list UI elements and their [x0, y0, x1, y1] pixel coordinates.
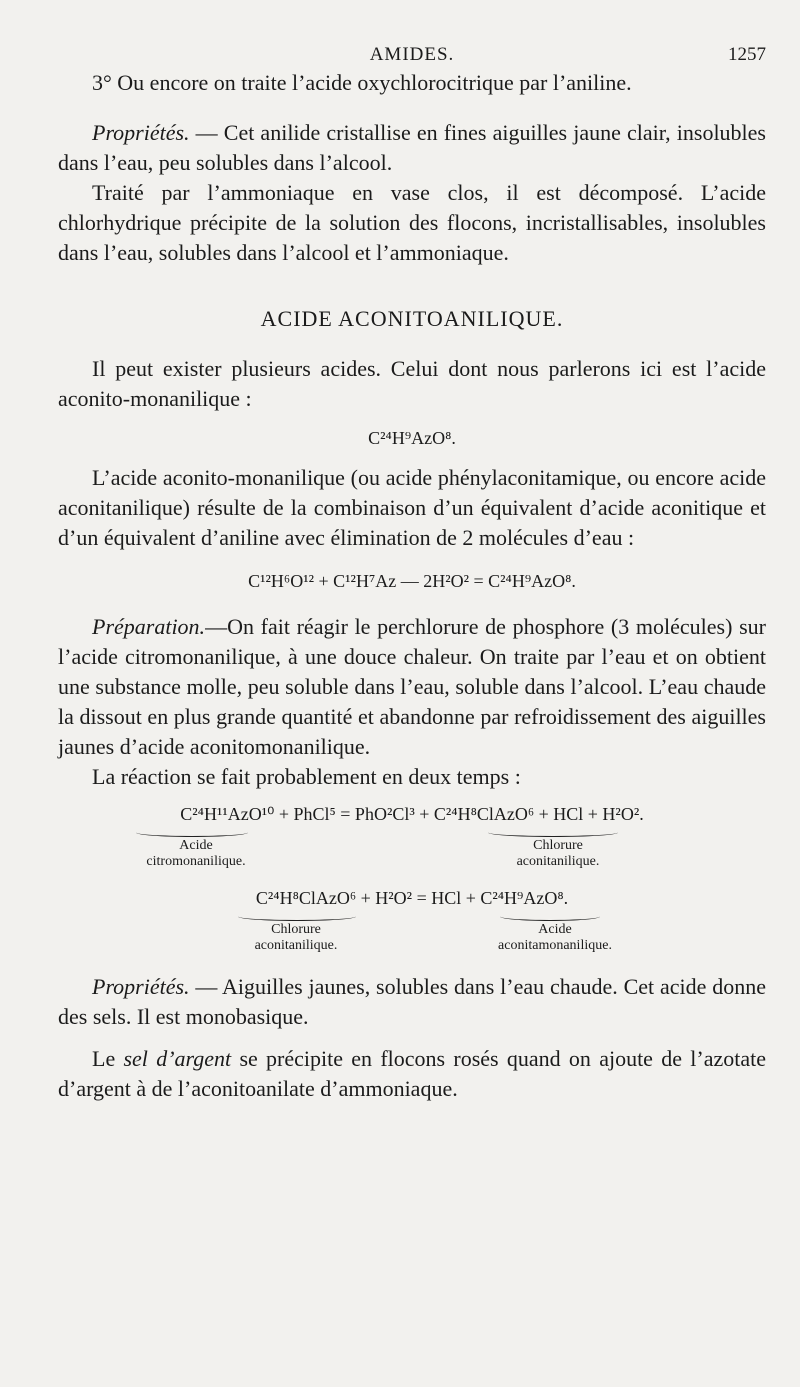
silver-label: sel d’argent — [123, 1046, 232, 1071]
reaction-intro: La réaction se fait probablement en deux temps : — [92, 764, 521, 789]
acids-paragraph: Il peut exister plusieurs acides. Celui dont nous parlerons ici est l’acide aconito-monanilique : — [58, 356, 766, 411]
reaction-1-left-caption: Acide citromonanilique. — [146, 838, 246, 869]
section-heading: ACIDE ACONITOANILIQUE. — [260, 306, 564, 331]
reaction-2-left-brace — [238, 912, 356, 921]
reaction-1-right-caption: Chlorure aconitanilique. — [516, 838, 600, 869]
origin-paragraph: L’acide aconito-monanilique (ou acide phénylaconitamique, ou encore acide aconitanilique) résulte de la combinaison d’un équivalent d’acide aconitique et d’un équivalent d’aniline avec élimination de 2 molécules d’eau : — [58, 465, 766, 550]
reaction-2-right-brace — [500, 912, 600, 921]
reaction-2-left-caption: Chlorure aconitanilique. — [254, 922, 338, 953]
treatment-paragraph: Traité par l’ammoniaque en vase clos, il est décomposé. L’acide chlorhydrique précipite de la solution des flocons, incristallisables, insolubles dans l’eau, solubles dans l’alcool et l’ammoniaque. — [58, 180, 766, 265]
silver-prefix: Le — [92, 1046, 124, 1071]
reaction-1-left-brace — [136, 828, 248, 837]
preparation-label: Préparation. — [92, 614, 206, 639]
silver-text: se précipite en flocons rosés quand on ajoute de l’azotate d’argent à de l’aconitoanilate d’ammoniaque. — [58, 1046, 766, 1101]
properties2-paragraph — [58, 972, 766, 1032]
properties-paragraph — [58, 118, 766, 178]
running-title: AMIDES. — [369, 44, 455, 65]
page-number: 1257 — [728, 44, 766, 65]
formula-synthesis: C¹²H⁶O¹² + C¹²H⁷Az — 2H²O² = C²⁴H⁹AzO⁸. — [248, 571, 576, 591]
properties-label: Propriétés. — [92, 120, 190, 145]
reaction-1 — [58, 804, 766, 876]
page — [58, 40, 766, 1104]
reaction-2 — [58, 888, 766, 960]
preparation-text: —On fait réagir le perchlorure de phosphore (3 molécules) sur l’acide citromonanilique, à une douce chaleur. On traite par l’eau et on obtient une substance molle, peu soluble dans l’eau, soluble dans l’alcool. L’eau chaude la dissout en plus grande quantité et abandonne par refroidissement des aiguilles jaunes d’acide aconitomonanilique. — [58, 614, 766, 759]
intro-line: 3° Ou encore on traite l’acide oxychlorocitrique par l’aniline. — [92, 70, 632, 95]
running-head — [58, 40, 766, 68]
properties2-text: — Aiguilles jaunes, solubles dans l’eau chaude. Cet acide donne des sels. Il est monobasique. — [58, 974, 766, 1029]
reaction-1-right-brace — [488, 828, 618, 837]
reaction-1-equation: C²⁴H¹¹AzO¹⁰ + PhCl⁵ = PhO²Cl³ + C²⁴H⁸ClAzO⁶ + HCl + H²O². — [180, 804, 644, 824]
silver-paragraph — [58, 1044, 766, 1104]
reaction-2-right-caption: Acide aconitamonanilique. — [498, 922, 612, 953]
properties2-label: Propriétés. — [92, 974, 190, 999]
properties-text: — Cet anilide cristallise en fines aiguilles jaune clair, insolubles dans l’eau, peu solubles dans l’alcool. — [58, 120, 766, 175]
reaction-2-equation: C²⁴H⁸ClAzO⁶ + H²O² = HCl + C²⁴H⁹AzO⁸. — [255, 888, 569, 908]
formula-main: C²⁴H⁹AzO⁸. — [368, 428, 456, 448]
preparation-paragraph — [58, 612, 766, 762]
